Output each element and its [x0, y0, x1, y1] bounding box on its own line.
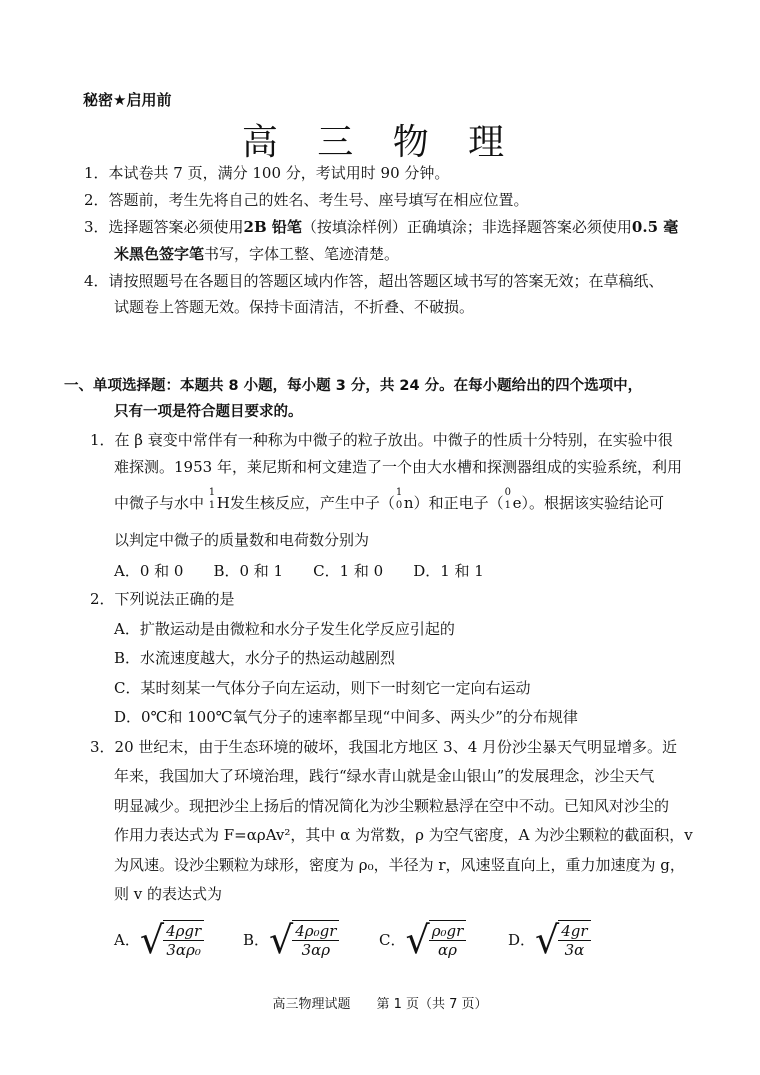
page-title: 高 三 物 理 [241, 122, 519, 163]
sqrt-expression [405, 920, 466, 960]
note-4: 4．请按照题号在各题目的答题区域内作答，超出答题区域书写的答案无效；在草稿纸、 [84, 272, 664, 290]
sqrt-expression [269, 920, 339, 960]
q3-line-2: 年来，我国加大了环境治理，践行“绿水青山就是金山银山”的发展理念，沙尘天气 [114, 767, 655, 785]
option-label: C． [379, 931, 406, 949]
section-heading-cont: 只有一项是符合题目要求的。 [114, 404, 303, 420]
q1-options: A．0 和 0 B．0 和 1 C．1 和 0 D．1 和 1 [114, 562, 484, 580]
radical-sign: √ [535, 918, 560, 962]
q2-option-d: D．0℃和 100℃氧气分子的速率都呈现“中间多、两头少”的分布规律 [114, 708, 578, 726]
nuclide-mass: 1 [208, 487, 216, 498]
nuclide-charge: 0 [395, 500, 403, 511]
note-1: 1．本试卷共 7 页，满分 100 分，考试用时 90 分钟。 [84, 164, 450, 182]
note-4-cont: 试题卷上答题无效。保持卡面清洁，不折叠、不破损。 [114, 298, 475, 316]
q1-line-3-a: 中微子与水中 [114, 494, 205, 512]
sqrt-expression [535, 920, 591, 960]
denominator: αρ [438, 941, 457, 959]
page-footer: 高三物理试题 第 1 页（共 7 页） [272, 997, 488, 1012]
note-3-cont [114, 243, 399, 265]
nuclide-symbol: H [216, 494, 230, 512]
radical-sign: √ [405, 918, 430, 962]
q3-line-3: 明显减少。现把沙尘上扬后的情况简化为沙尘颗粒悬浮在空中不动。已知风对沙尘的 [114, 797, 670, 815]
q3-option-c [379, 920, 466, 960]
option-label: B． [243, 931, 270, 949]
nuclide-symbol: e [512, 494, 522, 512]
nuclide-symbol: n [403, 494, 414, 512]
q2-option-c: C．某时刻某一气体分子向左运动，则下一时刻它一定向右运动 [114, 679, 531, 697]
numerator: 4gr [558, 922, 590, 941]
q3-line-1: 3．20 世纪末，由于生态环境的破坏，我国北方地区 3、4 月份沙尘暴天气明显增多。近 [90, 738, 678, 756]
denominator: 3α [564, 941, 585, 959]
positron-nuclide [504, 487, 522, 514]
sqrt-expression [140, 920, 204, 960]
option-label: A． [114, 931, 140, 949]
option-label: D． [508, 931, 536, 949]
q3-line-5: 为风速。设沙尘颗粒为球形，密度为 ρ₀，半径为 r，风速竖直向上，重力加速度为 g， [114, 856, 685, 874]
neutron-nuclide [395, 487, 414, 514]
nuclide-mass: 0 [504, 487, 511, 498]
numerator: ρ₀gr [429, 922, 467, 941]
q1-line-3-b: 发生核反应，产生中子（ [229, 494, 395, 512]
note-3-part-3: 书写，字体工整、笔迹清楚。 [204, 245, 400, 263]
fraction [558, 922, 590, 959]
section-heading: 一、单项选择题：本题共 8 小题，每小题 3 分，共 24 分。在每小题给出的四个选项中， [64, 378, 643, 394]
nuclide-charge: 1 [208, 500, 216, 511]
radicand [292, 920, 339, 960]
q1-line-3-c: ）和正电子（ [413, 494, 504, 512]
radicand [163, 920, 204, 960]
q1-line-3-d: ）。根据该实验结论可 [521, 494, 664, 512]
q1-line-3 [114, 487, 664, 514]
radical-sign: √ [269, 918, 294, 962]
radicand [558, 920, 590, 960]
note-3-bold-pen: 米黑色签字笔 [114, 245, 205, 263]
fraction [429, 922, 467, 959]
confidential-label: 秘密★启用前 [83, 91, 172, 109]
hydrogen-nuclide [208, 487, 230, 514]
note-3 [84, 216, 678, 238]
q2-stem: 2．下列说法正确的是 [90, 590, 235, 608]
fraction [163, 922, 204, 959]
q2-option-a: A．扩散运动是由微粒和水分子发生化学反应引起的 [114, 620, 455, 638]
q1-line-2: 难探测。1953 年，莱尼斯和柯文建造了一个由大水槽和探测器组成的实验系统，利用 [114, 458, 682, 476]
numerator: 4ρgr [163, 922, 204, 941]
numerator: 4ρ₀gr [292, 922, 339, 941]
nuclide-charge: 1 [504, 500, 511, 511]
note-3-bold-pencil: 2B 铅笔 [243, 218, 302, 236]
denominator: 3αρ₀ [166, 941, 201, 959]
q3-line-6: 则 v 的表达式为 [114, 885, 223, 903]
q1-line-4: 以判定中微子的质量数和电荷数分别为 [114, 531, 370, 549]
note-2: 2．答题前，考生先将自己的姓名、考生号、座号填写在相应位置。 [84, 191, 529, 209]
denominator: 3αρ [301, 941, 331, 959]
radicand [429, 920, 467, 960]
q3-option-a [114, 920, 204, 960]
note-3-part-2: （按填涂样例）正确填涂；非选择题答案必须使用 [301, 218, 632, 236]
q1-line-1: 1．在 β 衰变中常伴有一种称为中微子的粒子放出。中微子的性质十分特别，在实验中很 [90, 431, 673, 449]
q2-option-b: B．水流速度越大，水分子的热运动越剧烈 [114, 649, 396, 667]
q3-line-4: 作用力表达式为 F=αρAv²，其中 α 为常数，ρ 为空气密度，A 为沙尘颗粒的截面积，v [114, 826, 693, 844]
note-3-bold-size: 0.5 毫 [631, 218, 679, 236]
nuclide-mass: 1 [395, 487, 403, 498]
radical-sign: √ [139, 918, 165, 962]
note-3-part-1: 3．选择题答案必须使用 [84, 218, 244, 236]
fraction [292, 922, 339, 959]
q3-option-d [508, 920, 591, 960]
q3-option-b [243, 920, 339, 960]
